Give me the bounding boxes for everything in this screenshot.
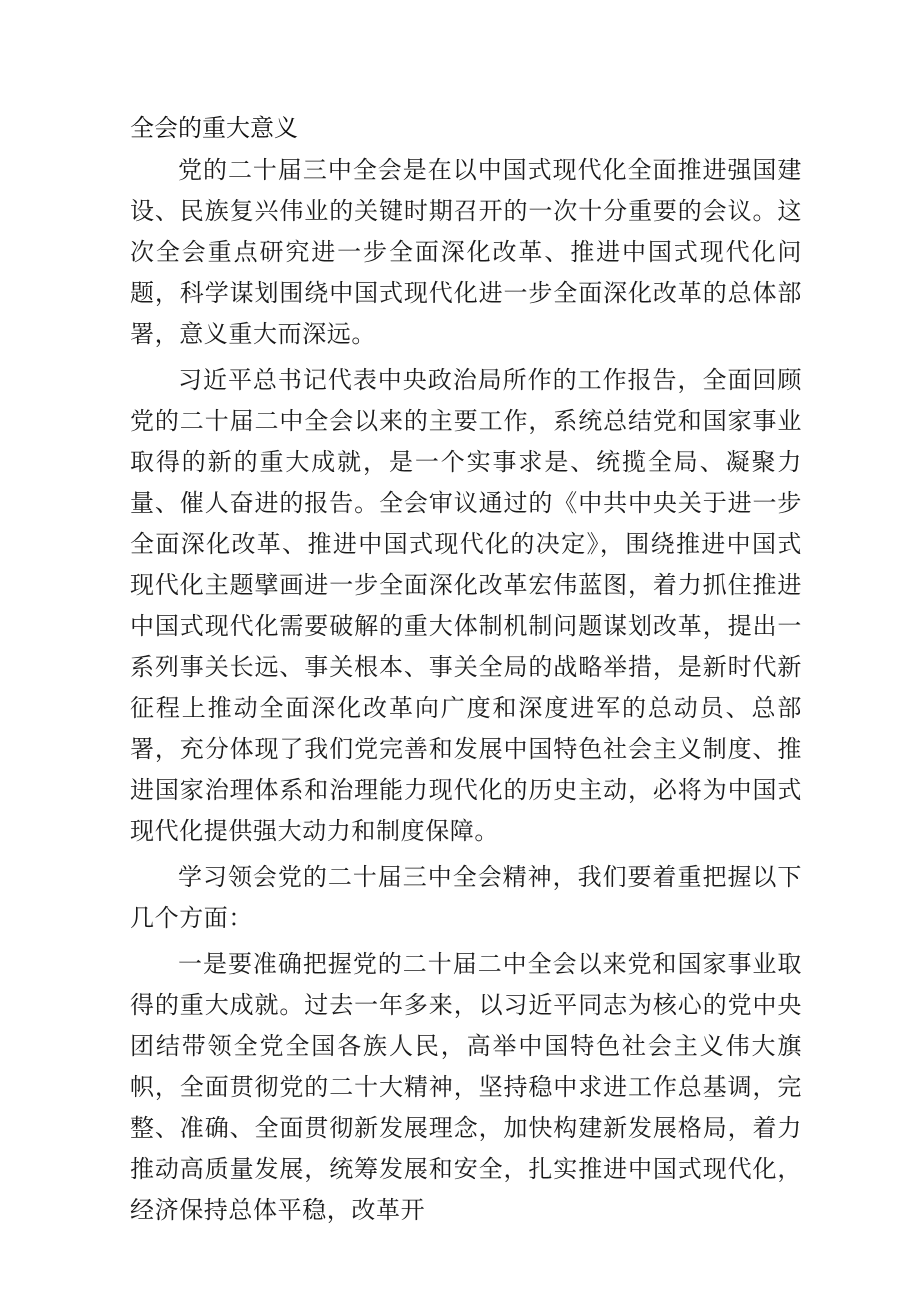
paragraph-achievements: 一是要准确把握党的二十届二中全会以来党和国家事业取得的重大成就。过去一年多来，以习近平同志为核心的党中央团结带领全党全国各族人民，高举中国特色社会主义伟大旗帜，全面贯彻党的二十大精神，坚持稳中求进工作总基调，完整、准确、全面贯彻新发展理念，加快构建新发展格局，着力推动高质量发展，统筹发展和安全，扎实推进中国式现代化，经济保持总体平稳，改革开 (130, 950, 802, 1224)
document-body (130, 110, 802, 1236)
paragraph-work-report: 习近平总书记代表中央政治局所作的工作报告，全面回顾党的二十届二中全会以来的主要工作，系统总结党和国家事业取得的新的重大成就，是一个实事求是、统揽全局、凝聚力量、催人奋进的报告。全会审议通过的《中共中央关于进一步全面深化改革、推进中国式现代化的决定》，围绕推进中国式现代化主题擘画进一步全面深化改革宏伟蓝图，着力抓住推进中国式现代化需要破解的重大体制机制问题谋划改革，提出一系列事关长远、事关根本、事关全局的战略举措，是新时代新征程上推动全面深化改革向广度和深度进军的总动员、总部署，充分体现了我们党完善和发展中国特色社会主义制度、推进国家治理体系和治理能力现代化的历史主动，必将为中国式现代化提供强大动力和制度保障。 (130, 366, 802, 845)
paragraph-study-aspects: 学习领会党的二十届三中全会精神，我们要着重把握以下几个方面： (130, 863, 802, 932)
paragraph-significance: 党的二十届三中全会是在以中国式现代化全面推进强国建设、民族复兴伟业的关键时期召开的一次十分重要的会议。这次全会重点研究进一步全面深化改革、推进中国式现代化问题，科学谋划围绕中国式现代化进一步全面深化改革的总体部署，意义重大而深远。 (130, 156, 802, 348)
section-heading: 全会的重大意义 (130, 114, 298, 142)
